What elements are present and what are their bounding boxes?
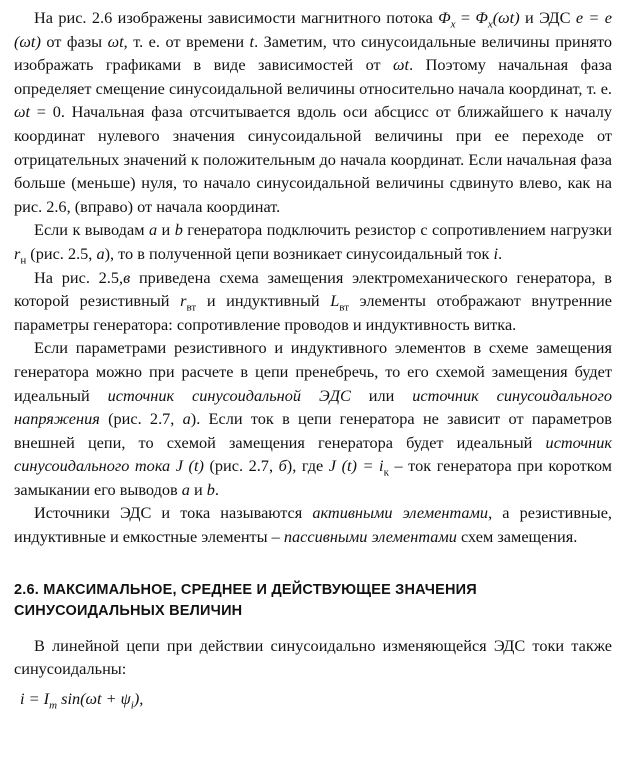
text-run: (ωt) [492,8,520,27]
text-run: , а резистивные, индуктивные и емкостные элементы – [14,503,613,547]
text-run: e = e (ωt) [14,8,612,51]
document-page [14,6,612,711]
text-run: ωt [393,55,410,75]
text-run: источник синусоидального тока [14,432,612,476]
text-run: элементы отображают внутренние параметры генератора: сопротивление проводов и индуктивность витка. [14,291,612,334]
text-run: пассивными элементами [283,527,457,547]
text-run: x [450,18,456,31]
text-run: r [14,243,21,263]
text-run: схем замещения. [456,527,578,547]
formula-tail: ), [133,688,144,708]
text-run: J (t) [175,456,204,476]
text-run: б [278,456,287,476]
text-run: = 0. Начальная фаза отсчитывается вдоль оси абсцисс от ближайшего к началу координат нулевого значения синусоидальной величины при ее переходе от отрицательных значений к положительным до начала координат. Если начальная фаза больше (меньше) нуля, то начало синусоидальной величины сдвинуто влево, как на рис. 2.6, (вправо) от начала координат. [14,102,612,216]
text-run: источник синусоидальной ЭДС [107,385,351,405]
text-run: . [214,479,219,499]
text-run: . [498,243,503,263]
text-run: (рис. 2.5, [26,243,97,263]
text-run: (рис. 2.7, [99,409,183,429]
text-run: a [148,220,158,240]
formula-rhs: sin(ωt + ψ [57,688,131,708]
text-run: ωt [14,102,31,122]
text-run: и [189,479,207,499]
text-run: b [174,220,183,240]
text-run: (рис. 2.7, [203,456,279,476]
text-run: н [20,254,27,267]
text-run: Если к выводам [34,220,149,240]
text-run: в [123,267,131,287]
text-run: J (t) = i [328,456,384,476]
text-run: L [330,291,340,311]
paragraph-after-heading: В линейной цепи при действии синусоидально изменяющейся ЭДС токи также синусоидальны: [14,635,612,679]
text-run: a [181,479,190,499]
formula-lhs-sub: m [49,699,58,712]
formula-rhs-sub: i [130,699,134,712]
text-run: . Поэтому начальная фаза определяет смещение синусоидальной величины относительно начала координат, т. е. [14,55,612,98]
paragraph-1 [14,6,612,218]
text-run: а [182,409,191,429]
text-run: к [383,466,389,479]
text-run: ), где [286,456,329,476]
text-run: Если параметрами резистивного и индуктивного элементов в схеме замещения генератора можно при расчете в цепи пренебречь, то его схемой замещения будет идеальный [14,338,612,405]
text-run: На рис. 2.5, [34,267,124,287]
section-heading: 2.6. МАКСИМАЛЬНОЕ, СРЕДНЕЕ И ДЕЙСТВУЮЩЕЕ ЗНАЧЕНИЯ СИНУСОИДАЛЬНЫХ ВЕЛИЧИН [14,581,477,619]
text-run: Φ [475,8,488,27]
text-run: ωt [107,31,124,51]
text-run: Источники ЭДС и тока называются [34,503,313,523]
text-run: приведена схема замещения электромеханического генератора, в которой резистивный [14,267,612,311]
text-run: i [493,243,499,263]
text-run: и индуктивный [196,291,331,311]
text-run: На рис. 2.6 изображены зависимости магнитного потока [34,8,439,27]
text-run: активными элементами [312,503,489,523]
text-run: вт [186,301,197,314]
text-run: и [157,220,175,240]
text-run: – ток генератора при коротком замыкании его выводов [14,456,612,499]
text-run: источник синусоидального напряжения [14,385,612,429]
text-run: , т. е. от времени [123,31,250,51]
text-run: ). Если ток в цепи генератора не зависит от параметров внешней цепи, то схемой замещения генератора будет идеальный [14,409,612,452]
text-run: r [180,291,187,311]
formula-lhs: i = I [20,688,50,708]
text-run: b [206,479,215,499]
text-run: Φ [438,8,451,27]
paragraph-2 [14,218,612,265]
text-run: t [249,31,255,51]
paragraph-4 [14,336,612,501]
text-run: x [487,18,493,31]
paragraph-3 [14,266,612,337]
text-run: генератора подключить резистор с сопротивлением нагрузки [182,220,612,240]
paragraph-5 [14,501,612,548]
text-run: = [455,8,476,27]
text-run: ), то в полученной цепи возникает синусоидальный ток [104,243,494,263]
text-run: вт [339,301,350,314]
formula [20,687,612,711]
text-run: и ЭДС [519,8,576,27]
text-run: . Заметим, что синусоидальные величины принято изображать графиками в виде зависимостей от [14,31,612,75]
text-run: от фазы [40,31,108,51]
text-run: или [350,385,413,405]
text-run: а [96,243,105,263]
